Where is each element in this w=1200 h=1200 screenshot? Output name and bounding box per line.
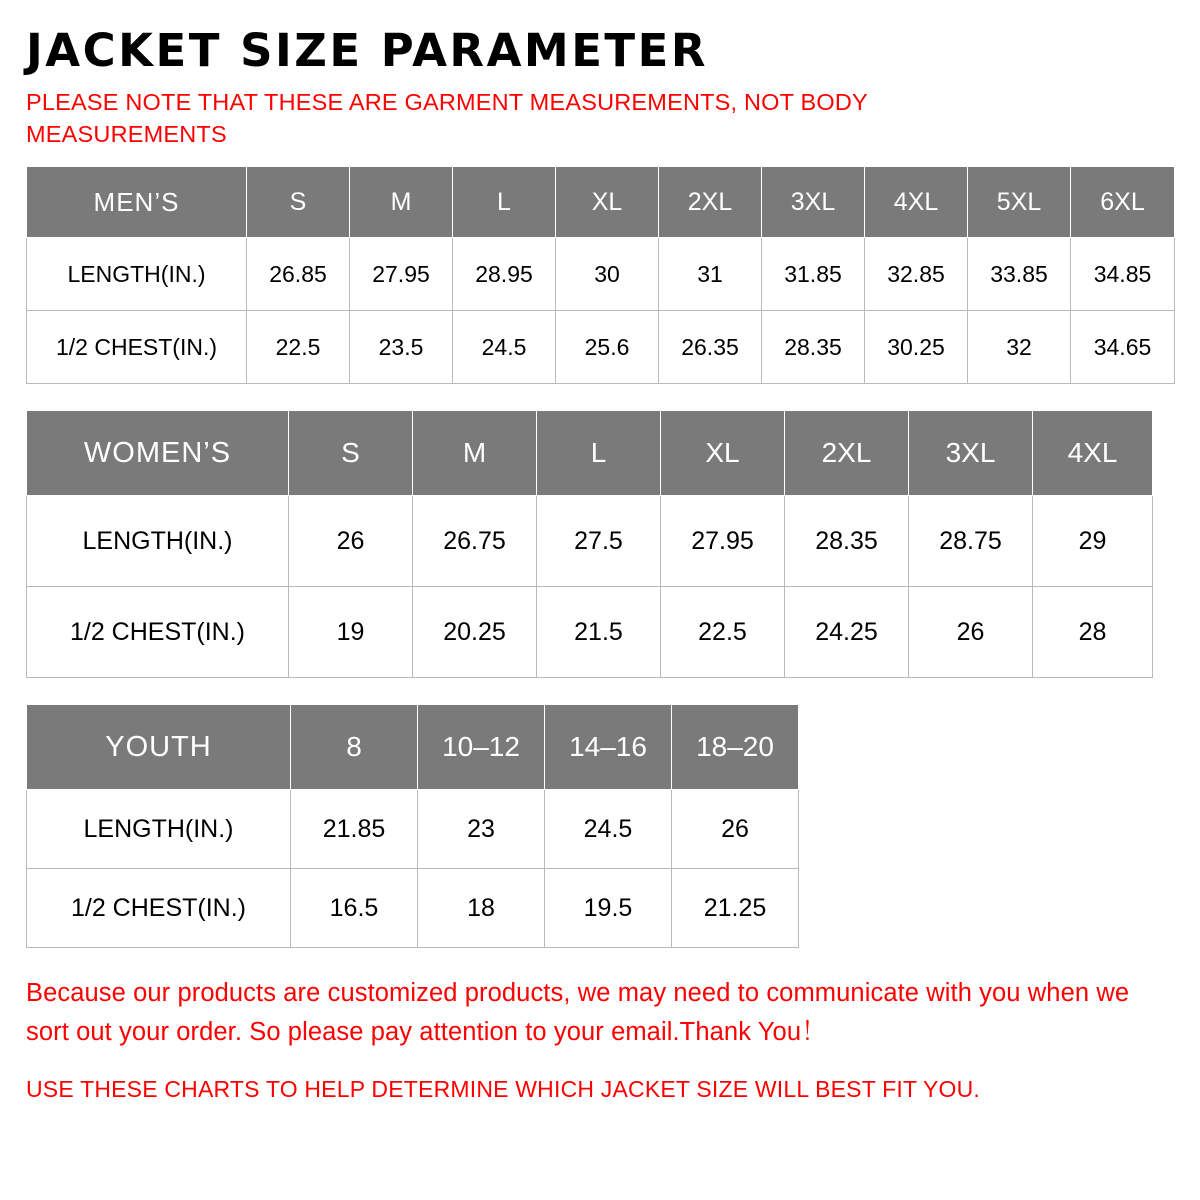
womens-size-table <box>26 410 1153 678</box>
mens-length-m: 27.95 <box>350 238 453 311</box>
youth-header-8: 8 <box>291 705 418 790</box>
womens-header-3xl: 3XL <box>909 411 1033 496</box>
womens-header-s: S <box>289 411 413 496</box>
mens-length-6xl: 34.85 <box>1071 238 1175 311</box>
youth-header-10-12: 10–12 <box>418 705 545 790</box>
mens-header-2xl: 2XL <box>659 167 762 238</box>
table-header-row <box>27 411 1153 496</box>
womens-header-l: L <box>537 411 661 496</box>
table-row <box>27 311 1175 384</box>
footer-note-customized: Because our products are customized products, we may need to communicate with you when we sort out your order. So please pay attention to your email.Thank You！ <box>26 979 1130 1046</box>
page-title: JACKET SIZE PARAMETER <box>26 24 709 77</box>
youth-length-label: LENGTH(IN.) <box>27 790 291 869</box>
womens-chest-l: 21.5 <box>537 587 661 678</box>
womens-header-2xl: 2XL <box>785 411 909 496</box>
mens-length-l: 28.95 <box>453 238 556 311</box>
youth-chest-18-20: 21.25 <box>672 869 799 948</box>
mens-chest-s: 22.5 <box>247 311 350 384</box>
youth-length-14-16: 24.5 <box>545 790 672 869</box>
youth-chest-14-16: 19.5 <box>545 869 672 948</box>
youth-size-table <box>26 704 799 948</box>
footer-note-charts: USE THESE CHARTS TO HELP DETERMINE WHICH JACKET SIZE WILL BEST FIT YOU. <box>26 1075 980 1102</box>
youth-chest-8: 16.5 <box>291 869 418 948</box>
mens-length-3xl: 31.85 <box>762 238 865 311</box>
youth-chest-label: 1/2 CHEST(IN.) <box>27 869 291 948</box>
womens-chest-xl: 22.5 <box>661 587 785 678</box>
youth-chest-10-12: 18 <box>418 869 545 948</box>
youth-header-label: YOUTH <box>27 705 291 790</box>
table-header-row <box>27 167 1175 238</box>
womens-header-m: M <box>413 411 537 496</box>
womens-length-m: 26.75 <box>413 496 537 587</box>
mens-header-s: S <box>247 167 350 238</box>
mens-header-5xl: 5XL <box>968 167 1071 238</box>
womens-chest-4xl: 28 <box>1033 587 1153 678</box>
table-header-row <box>27 705 799 790</box>
mens-chest-3xl: 28.35 <box>762 311 865 384</box>
womens-chest-2xl: 24.25 <box>785 587 909 678</box>
mens-length-4xl: 32.85 <box>865 238 968 311</box>
table-row <box>27 238 1175 311</box>
womens-length-s: 26 <box>289 496 413 587</box>
womens-length-label: LENGTH(IN.) <box>27 496 289 587</box>
womens-chest-label: 1/2 CHEST(IN.) <box>27 587 289 678</box>
womens-chest-3xl: 26 <box>909 587 1033 678</box>
womens-length-2xl: 28.35 <box>785 496 909 587</box>
womens-chest-m: 20.25 <box>413 587 537 678</box>
youth-header-14-16: 14–16 <box>545 705 672 790</box>
youth-length-8: 21.85 <box>291 790 418 869</box>
mens-chest-xl: 25.6 <box>556 311 659 384</box>
mens-length-s: 26.85 <box>247 238 350 311</box>
womens-header-xl: XL <box>661 411 785 496</box>
table-row <box>27 496 1153 587</box>
mens-length-2xl: 31 <box>659 238 762 311</box>
womens-length-xl: 27.95 <box>661 496 785 587</box>
mens-header-xl: XL <box>556 167 659 238</box>
measurement-note: PLEASE NOTE THAT THESE ARE GARMENT MEASUREMENTS, NOT BODY MEASUREMENTS <box>26 89 868 147</box>
womens-length-l: 27.5 <box>537 496 661 587</box>
table-row <box>27 790 799 869</box>
womens-length-3xl: 28.75 <box>909 496 1033 587</box>
youth-length-10-12: 23 <box>418 790 545 869</box>
mens-length-5xl: 33.85 <box>968 238 1071 311</box>
mens-chest-4xl: 30.25 <box>865 311 968 384</box>
mens-chest-6xl: 34.65 <box>1071 311 1175 384</box>
mens-header-4xl: 4XL <box>865 167 968 238</box>
mens-header-6xl: 6XL <box>1071 167 1175 238</box>
mens-header-l: L <box>453 167 556 238</box>
mens-chest-label: 1/2 CHEST(IN.) <box>27 311 247 384</box>
youth-length-18-20: 26 <box>672 790 799 869</box>
table-row <box>27 587 1153 678</box>
mens-size-table <box>26 166 1175 384</box>
mens-header-m: M <box>350 167 453 238</box>
mens-chest-m: 23.5 <box>350 311 453 384</box>
table-row <box>27 869 799 948</box>
youth-header-18-20: 18–20 <box>672 705 799 790</box>
womens-header-4xl: 4XL <box>1033 411 1153 496</box>
mens-length-xl: 30 <box>556 238 659 311</box>
mens-chest-2xl: 26.35 <box>659 311 762 384</box>
womens-header-label: WOMEN’S <box>27 411 289 496</box>
mens-header-label: MEN’S <box>27 167 247 238</box>
mens-length-label: LENGTH(IN.) <box>27 238 247 311</box>
womens-chest-s: 19 <box>289 587 413 678</box>
mens-chest-5xl: 32 <box>968 311 1071 384</box>
mens-header-3xl: 3XL <box>762 167 865 238</box>
mens-chest-l: 24.5 <box>453 311 556 384</box>
womens-length-4xl: 29 <box>1033 496 1153 587</box>
